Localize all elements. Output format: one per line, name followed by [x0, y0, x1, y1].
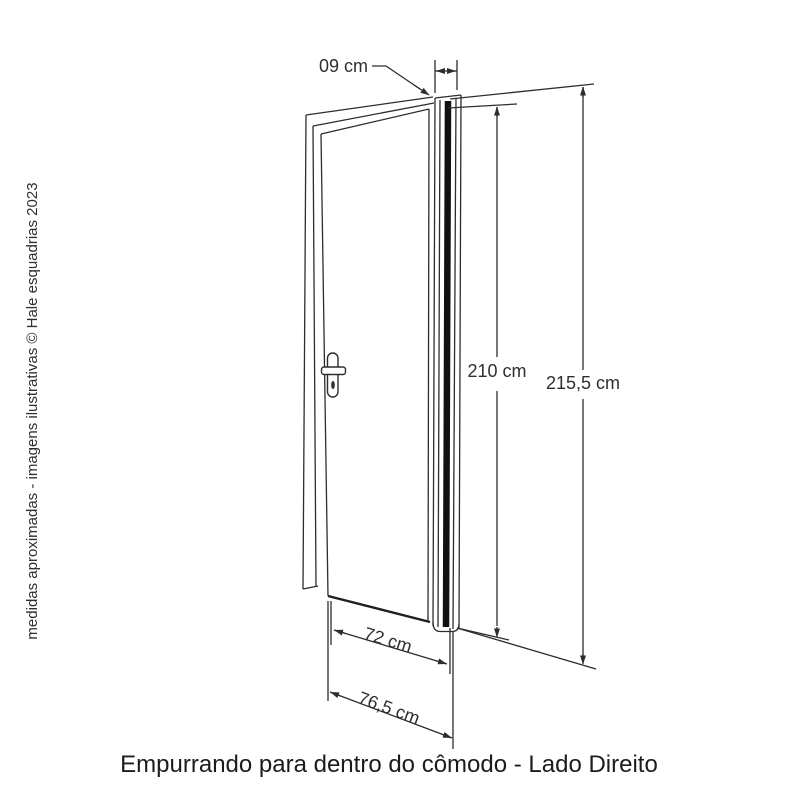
dimension-label-total-height: 215,5 cm	[545, 373, 621, 393]
dimension-total-width	[328, 601, 453, 749]
lever-handle	[322, 367, 346, 375]
dimension-label-total-width: 76,5 cm	[355, 687, 423, 729]
watermark-text: medidas aproximadas - imagens ilustrativas © Hale esquadrias 2023	[24, 182, 41, 640]
dimension-label-opening-height: 210 cm	[465, 361, 529, 381]
door-gap-shadow	[446, 101, 448, 627]
dimension-label-frame-depth: 09 cm	[318, 56, 368, 76]
door-frame	[303, 97, 434, 589]
dimension-label-leaf-width: 72 cm	[361, 623, 415, 657]
diagram-caption: Empurrando para dentro do cômodo - Lado Direito	[120, 751, 658, 778]
keyhole	[331, 381, 335, 389]
door-jamb-right	[433, 95, 461, 632]
dimension-frame-depth	[372, 60, 457, 95]
